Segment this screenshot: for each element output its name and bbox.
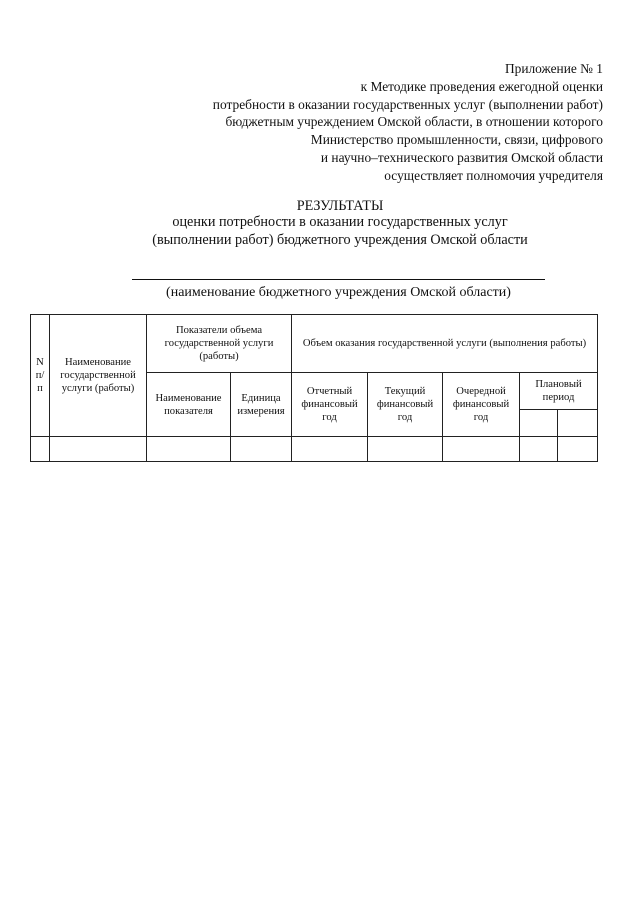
table-header-row: [31, 315, 598, 373]
header-next-year: Очередной финансовый год: [443, 373, 520, 437]
header-number: N п/п: [31, 315, 50, 437]
appendix-line: осуществляет полномочия учредителя: [384, 167, 603, 183]
table-cell: [31, 437, 50, 462]
subtitle-line-2: (выполнении работ) бюджетного учреждения Омской области: [152, 232, 528, 248]
appendix-header: [213, 60, 603, 185]
document-title: РЕЗУЛЬТАТЫ: [296, 198, 384, 214]
table-cell: [520, 437, 558, 462]
subtitle-line-1: оценки потребности в оказании государственных услуг: [172, 214, 508, 230]
appendix-line: Приложение № 1: [504, 61, 603, 76]
table-cell: [50, 437, 147, 462]
appendix-line: потребности в оказании государственных услуг (выполнении работ): [212, 96, 603, 112]
results-table: [30, 314, 598, 462]
header-indicator-name: Наименование показателя: [147, 373, 231, 437]
header-planning-period: Плановый период: [520, 373, 598, 410]
header-reporting-year: Отчетный финансовый год: [292, 373, 368, 437]
org-name-caption: (наименование бюджетного учреждения Омской области): [166, 285, 511, 300]
appendix-line: бюджетным учреждением Омской области, в отношении которого: [225, 114, 603, 130]
planning-period-year-2: [558, 410, 598, 437]
org-name-blank-line: [132, 279, 545, 280]
header-volume-group: Объем оказания государственной услуги (выполнения работы): [292, 315, 598, 373]
appendix-line: и научно–технического развития Омской области: [320, 149, 603, 165]
table-row: [31, 437, 598, 462]
table-cell: [443, 437, 520, 462]
table-cell: [231, 437, 292, 462]
appendix-line: к Методике проведения ежегодной оценки: [360, 78, 603, 94]
header-unit: Единица измерения: [231, 373, 292, 437]
header-current-year: Текущий финансовый год: [368, 373, 443, 437]
header-indicators-group: Показатели объема государственной услуги (работы): [147, 315, 292, 373]
header-service-name: Наименование государственной услуги (работы): [50, 315, 147, 437]
document-subtitle: [0, 213, 640, 249]
appendix-line: Министерство промышленности, связи, цифрового: [310, 132, 603, 148]
table-cell: [368, 437, 443, 462]
table-cell: [147, 437, 231, 462]
planning-period-year-1: [520, 410, 558, 437]
table-cell: [292, 437, 368, 462]
table-cell: [558, 437, 598, 462]
